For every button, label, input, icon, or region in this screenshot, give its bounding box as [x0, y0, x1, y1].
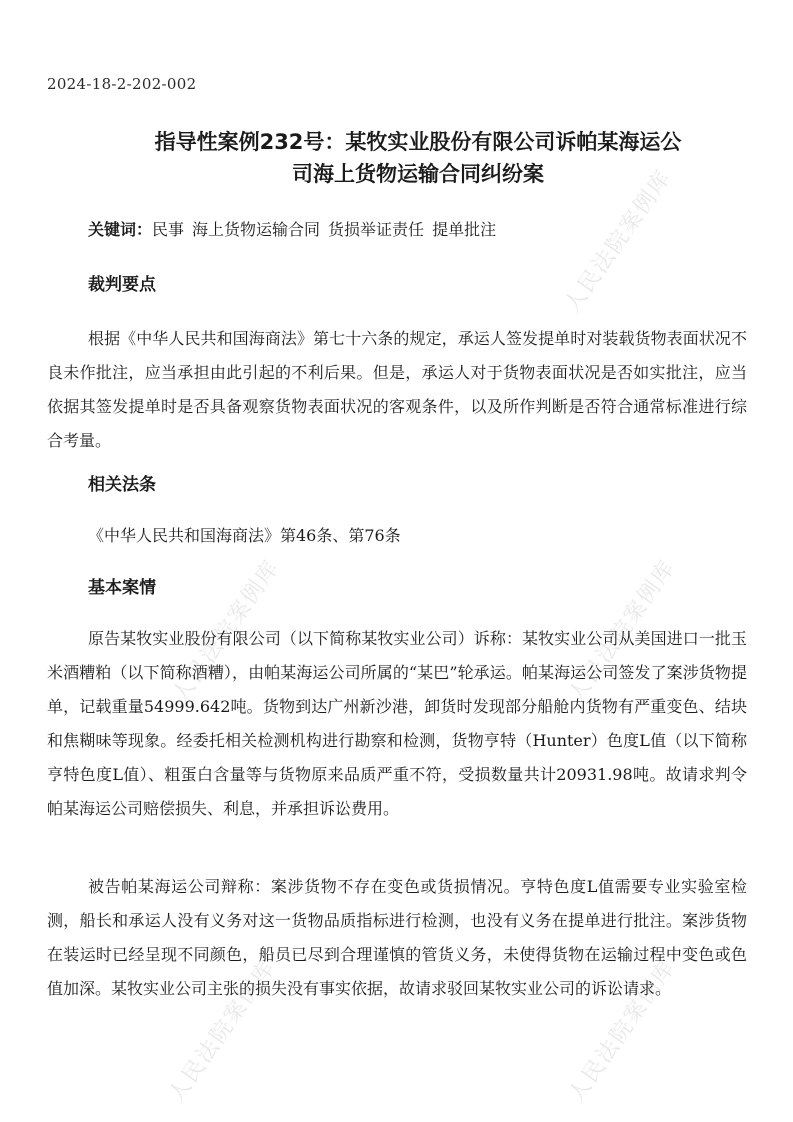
judgment-points-text: 根据《中华人民共和国海商法》第七十六条的规定，承运人签发提单时对装载货物表面状况不良未作批注，应当承担由此引起的不利后果。但是，承运人对于货物表面状况是否如实批注，应当依据其签发提单时是否具备观察货物表面状况的客观条件，以及所作判断是否符合通常标准进行综合考量。	[47, 329, 747, 450]
watermark: 人民法院案例库	[164, 955, 281, 1108]
keyword: 海上货物运输合同	[192, 220, 321, 239]
section-heading-related-law: 相关法条	[88, 475, 156, 495]
watermark: 人民法院案例库	[564, 955, 681, 1108]
basic-facts-paragraph: 被告帕某海运公司辩称：案涉货物不存在变色或货损情况。亨特色度L值需要专业实验室检测，船长和承运人没有义务对这一货物品质指标进行检测，也没有义务在提单进行批注。案涉货物在装运时已经呈现不同颜色，船员已尽到合理谨慎的管货义务，未使得货物在运输过程中变色或色值加深。某牧实业公司主张的损失没有事实依据，故请求驳回某牧实业公司的诉讼请求。	[47, 877, 747, 998]
watermark: 人民法院案例库	[560, 165, 677, 318]
keyword: 提单批注	[432, 220, 497, 239]
title-line: 司海上货物运输合同纠纷案	[292, 162, 544, 186]
basic-facts-paragraph: 原告某牧实业股份有限公司（以下简称某牧实业公司）诉称：某牧实业公司从美国进口一批玉米酒糟粕（以下简称酒糟），由帕某海运公司所属的“某巴”轮承运。帕某海运公司签发了案涉货物提单，记载重量54999.642吨。货物到达广州新沙港，卸货时发现部分船舱内货物有严重变色、结块和焦糊味等现象。经委托相关检测机构进行勘察和检测，货物亨特（Hunter）色度L值（以下简称亨特色度L值）、粗蛋白含量等与货物原来品质严重不符，受损数量共计20931.98吨。故请求判令帕某海运公司赔偿损失、利息，并承担诉讼费用。	[47, 629, 747, 818]
section-heading-basic-facts: 基本案情	[88, 578, 156, 598]
watermark: 人民法院案例库	[168, 555, 285, 708]
keyword: 民事	[152, 220, 185, 239]
section-heading-judgment-points: 裁判要点	[88, 275, 156, 295]
watermark: 人民法院案例库	[564, 555, 681, 708]
keywords	[88, 218, 504, 242]
keyword: 货损举证责任	[328, 220, 425, 239]
related-law-text: 《中华人民共和国海商法》第46条、第76条	[88, 526, 401, 545]
title-line: 指导性案例232号：某牧实业股份有限公司诉帕某海运公	[154, 130, 682, 154]
document-number: 2024-18-2-202-002	[47, 75, 197, 93]
keywords-label: 关键词：	[88, 220, 153, 239]
page-title	[88, 126, 748, 190]
